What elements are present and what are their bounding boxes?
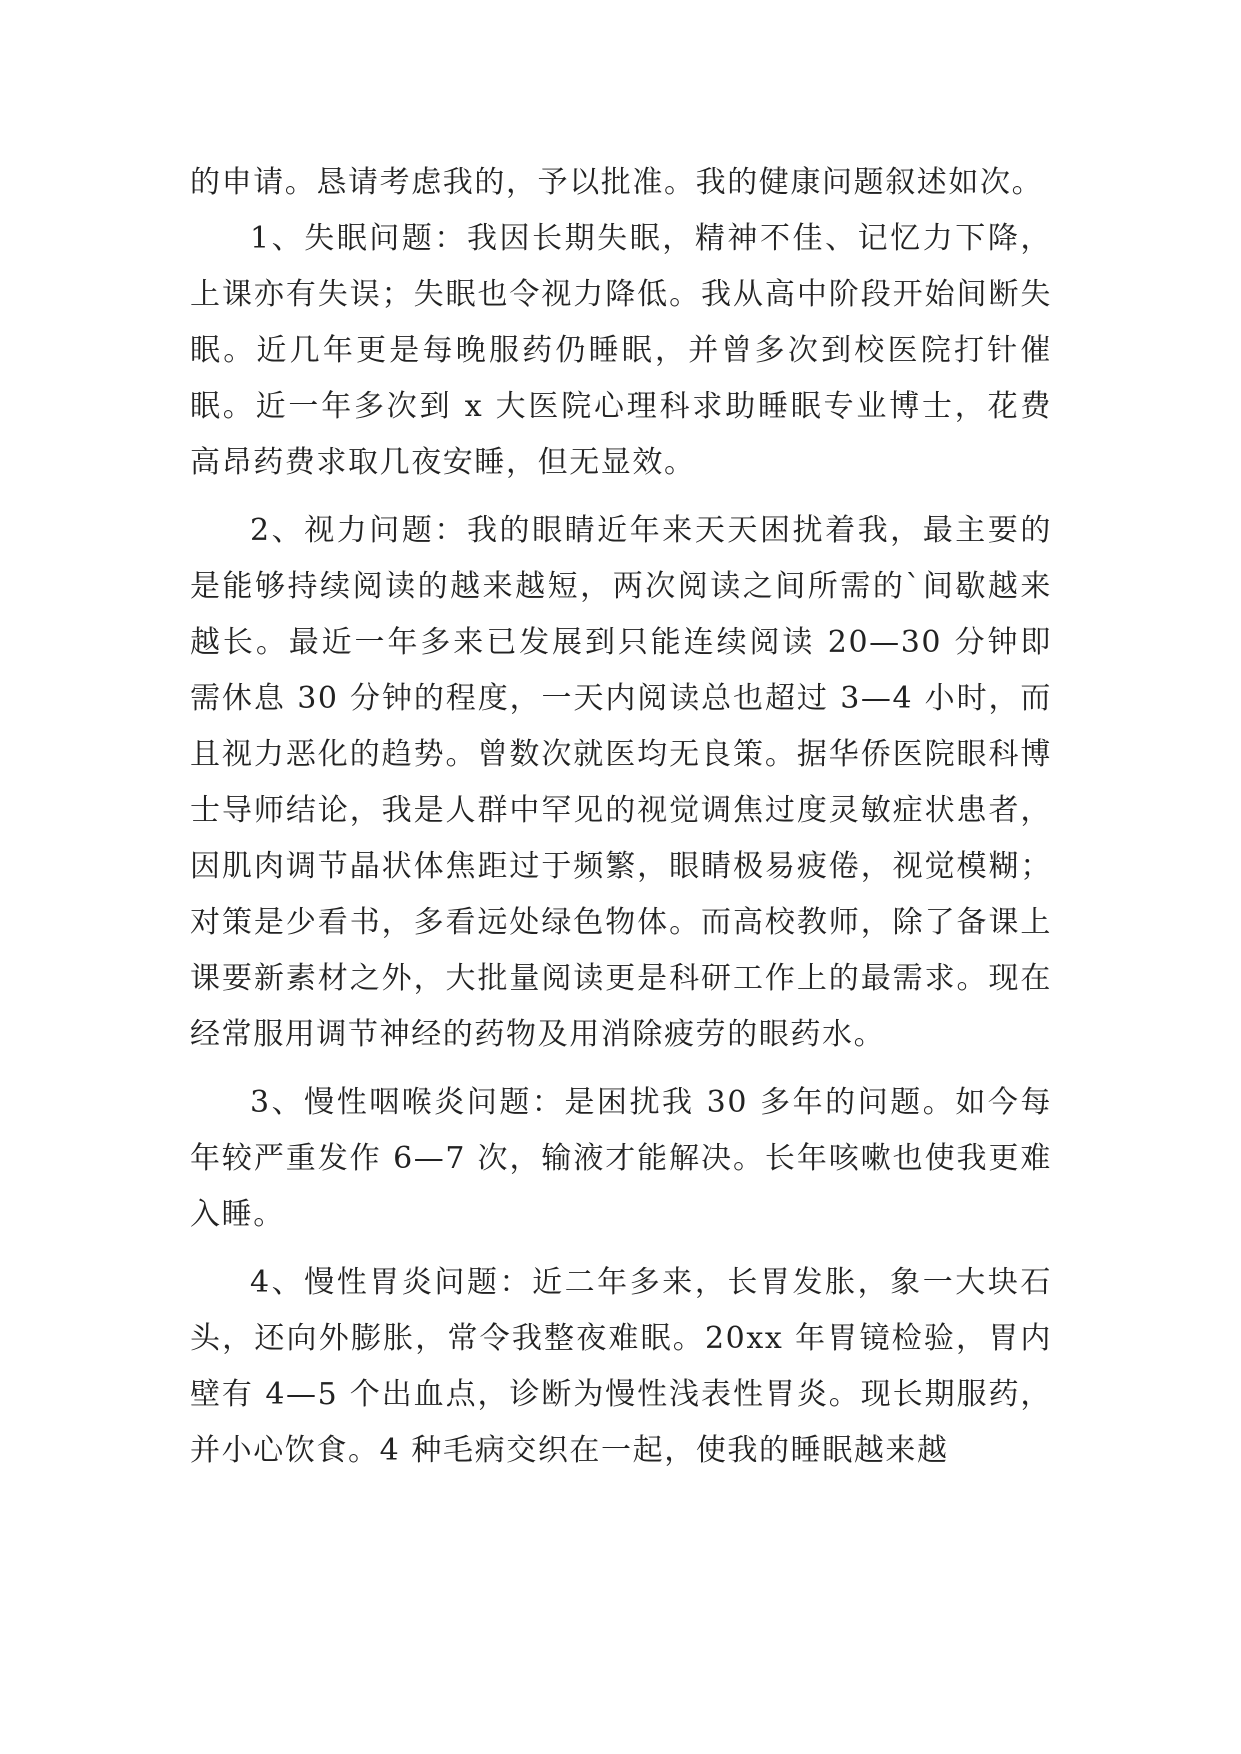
- document-body: [190, 155, 1052, 1479]
- paragraph-vision: 2、视力问题：我的眼睛近年来天天困扰着我，最主要的是能够持续阅读的越来越短，两次阅读之间所需的`间歇越来越长。最近一年多来已发展到只能连续阅读 20—30 分钟即需休息 30 分钟的程度，一天内阅读总也超过 3—4 小时，而且视力恶化的趋势。曾数次就医均无良策。据华侨医院眼科博士导师结论，我是人群中罕见的视觉调焦过度灵敏症状患者，因肌肉调节晶状体焦距过于频繁，眼睛极易疲倦，视觉模糊；对策是少看书，多看远处绿色物体。而高校教师，除了备课上课要新素材之外，大批量阅读更是科研工作上的最需求。现在经常服用调节神经的药物及用消除疲劳的眼药水。: [190, 513, 1052, 1052]
- paragraph-gastritis: 4、慢性胃炎问题：近二年多来，长胃发胀，象一大块石头，还向外膨胀，常令我整夜难眠。20xx 年胃镜检验，胃内壁有 4—5 个出血点，诊断为慢性浅表性胃炎。现长期服药，并小心饮食。4 种毛病交织在一起，使我的睡眠越来越: [190, 1265, 1052, 1468]
- paragraph-pharyngitis: 3、慢性咽喉炎问题：是困扰我 30 多年的问题。如今每年较严重发作 6—7 次，输液才能解决。长年咳嗽也使我更难入睡。: [190, 1085, 1052, 1232]
- paragraph-intro: 的申请。恳请考虑我的，予以批准。我的健康问题叙述如次。: [190, 165, 1044, 200]
- paragraph-insomnia: 1、失眠问题：我因长期失眠，精神不佳、记忆力下降，上课亦有失误；失眠也令视力降低。我从高中阶段开始间断失眠。近几年更是每晚服药仍睡眠，并曾多次到校医院打针催眠。近一年多次到 x 大医院心理科求助睡眠专业博士，花费高昂药费求取几夜安睡，但无显效。: [190, 221, 1052, 480]
